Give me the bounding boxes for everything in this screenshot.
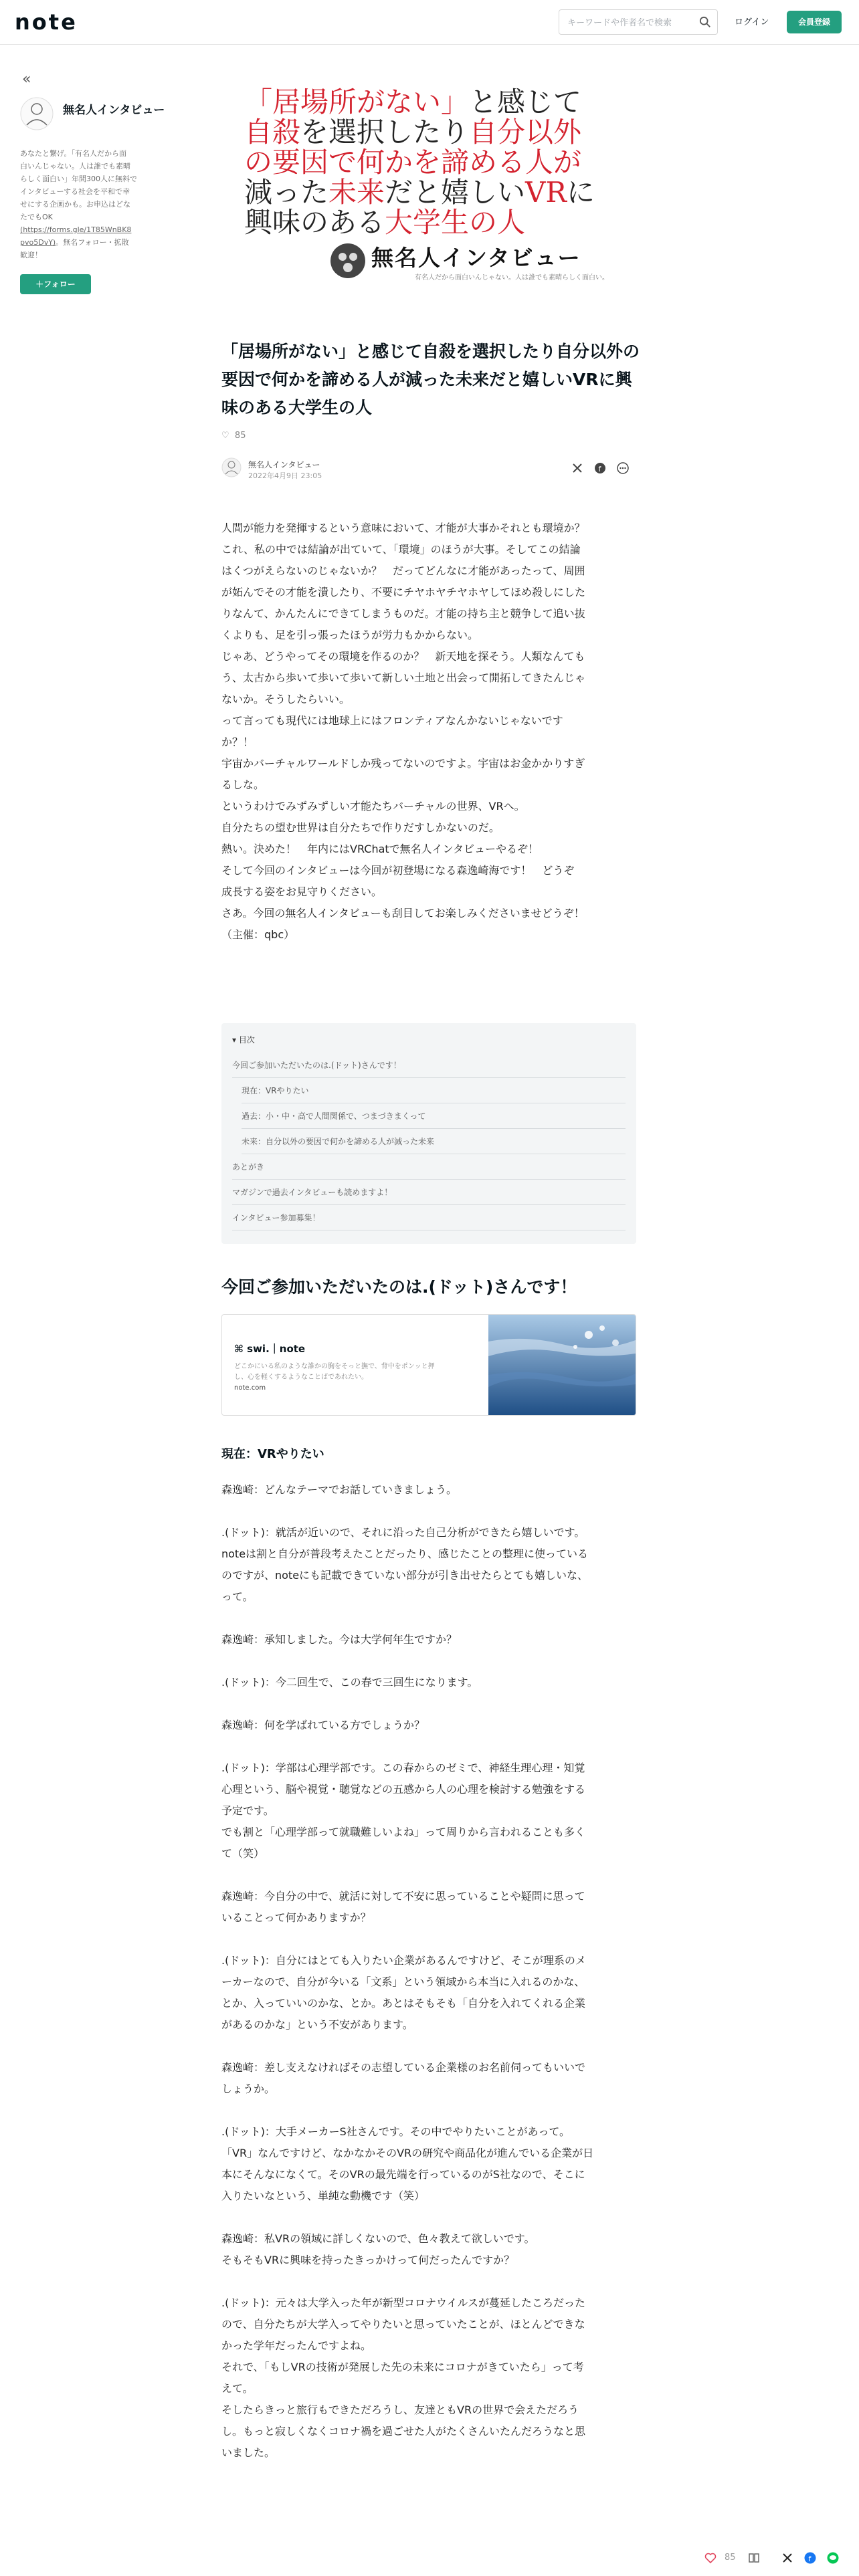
dialogue-paragraph: 森逸崎：何を学ばれている方でしょうか？ (221, 1719, 425, 1731)
x-share-icon[interactable] (781, 2552, 793, 2564)
toc-item[interactable]: 未来：自分以外の要因で何かを諦める人が減った未来 (242, 1129, 626, 1154)
creator-name[interactable]: 無名人インタビュー (63, 104, 165, 117)
table-of-contents (221, 1023, 636, 1244)
login-link[interactable]: ログイン (735, 17, 769, 27)
facebook-share-icon[interactable] (594, 462, 606, 474)
toc-item[interactable]: 現在：VRやりたい (242, 1078, 626, 1103)
line-share-icon[interactable] (827, 2552, 839, 2564)
article-intro: 人間が能力を発揮するという意味において、才能が大事かそれとも環境か？ これ、私の中では結論が出ていて、「環境」のほうが大事。そしてこの結論 はくつがえらないのじゃないか？ だってどんなに才能があったって、周囲 が妬んでその才能を潰したり、不要にチヤホヤチヤホヤしてほめ殺しにした りなんて、かんたんにできてしまうものだ。才能の持ち主と競争して追い抜 くよりも、足を引っ張ったほうが労力もかからない。 じゃあ、どうやってその環境を作るのか？ 新天地を探そう。人類なんても う、太古から歩いて歩いて歩いて新しい土地と出会って開拓してきたんじゃ ないか。そうしたらいい。 って言っても現代には地球上にはフロンティアなんかないじゃないです か？！ 宇宙かバーチャルワールドしか残ってないのですよ。宇宙はお金かかりすぎ るしな。 というわけでみずみずしい才能たちバーチャルの世界、VRへ。 自分たちの望む世界は自分たちで作りだすしかないのだ。 熱い。決めた！ 年内にはVRChatで無名人インタビューやるぞ！ そして今回のインタビューは今回が初登場になる森逸崎海です！ どうぞ 成長する姿をお見守りください。 さあ。今回の無名人インタビューも刮目してお楽しみくださいませどうぞ！ （主催：qbc） (221, 522, 586, 941)
search-icon[interactable] (699, 16, 711, 28)
like-count[interactable]: ♡ 85 (221, 431, 246, 441)
hero-headline: 「居場所がない」と感じて 自殺を選択したり自分以外 の要因で何かを諦める人が 減った未来だと嬉しいVRに 興味のある大学生の人 (244, 86, 595, 239)
like-count: 85 (725, 2553, 736, 2563)
toc-item[interactable]: 過去：小・中・高で人間関係で、つまづきまくって (242, 1103, 626, 1129)
subheading-present: 現在：VRやりたい (221, 1447, 324, 1461)
heart-icon[interactable] (704, 2552, 717, 2564)
toc-item[interactable]: あとがき (232, 1154, 626, 1180)
dialogue-paragraph: .(ドット)：大手メーカーS社さんです。その中でやりたいことがあって。 「VR」なんですけど、なかなかそのVRの研究や商品化が進んでいる企業が日 本にそんなになくて。そのVRの最先端を行っているのがS社なので、そこに 入りたいなという、単純な動機です（笑） (221, 2125, 594, 2202)
dialogue-paragraph: 森逸崎：私VRの領域に詳しくないので、色々教えて欲しいです。 そもそもVRに興味を持ったきっかけって何だったんですか？ (221, 2232, 535, 2266)
toc-item[interactable]: マガジンで過去インタビューも読めますよ！ (232, 1180, 626, 1205)
author-avatar[interactable] (221, 457, 242, 477)
dialogue-paragraph: 森逸崎：今自分の中で、就活に対して不安に思っていることや疑問に思って いることって何かありますか？ (221, 1890, 585, 1924)
dialogue-paragraph: 森逸崎：どんなテーマでお話していきましょう。 (221, 1483, 458, 1496)
note-logo[interactable]: note (15, 9, 78, 35)
toc-item[interactable]: 今回ご参加いただいたのは.(ドット)さんです！ (232, 1053, 626, 1078)
dialogue-paragraph: 森逸崎：差し支えなければその志望している企業様のお名前伺ってもいいで しょうか。 (221, 2061, 586, 2095)
dialogue-paragraph: .(ドット)：就活が近いので、それに沿った自己分析ができたら嬉しいです。 noteは割と自分が普段考えたことだったり、感じたことの整理に使っている のですが、noteにも記載できていない部分が引き出せたらとても嬉しいな、 って。 (221, 1526, 589, 1603)
dialogue-paragraph: .(ドット)：元々は大学入った年が新型コロナウイルスが蔓延したころだった ので、自分たちが大学入ってやりたいと思っていたことが、ほとんどできな かった学年だったんですよね。 それで、「もしVRの技術が発展した先の未来にコロナがきていたら」って考 えて。 そしたらきっと旅行もできただろうし、友達ともVRの世界で会えただろう し。もっと寂しくなくコロナ禍を過ごせた人がたくさんいたんだろうなと思 いました。 (221, 2296, 586, 2459)
embed-card[interactable] (221, 1314, 636, 1416)
more-options-icon[interactable] (617, 462, 629, 474)
form-link[interactable]: (https://forms.gle/1T85WnBK8 (20, 225, 132, 234)
toc-item[interactable]: インタビュー参加募集！ (232, 1205, 626, 1230)
svg-text:f: f (598, 465, 601, 473)
x-share-icon[interactable] (571, 462, 583, 474)
author-name[interactable]: 無名人インタビュー (248, 460, 320, 469)
floating-action-bar (0, 2539, 859, 2576)
form-link-cont[interactable]: pvo5DvY) (20, 238, 56, 247)
embed-thumbnail (488, 1315, 636, 1415)
search-input[interactable] (566, 15, 696, 30)
dialogue-paragraph: 森逸崎：承知しました。今は大学何年生ですか？ (221, 1633, 458, 1646)
heart-icon[interactable]: ♡ (221, 431, 229, 441)
note-mark-icon: ⌘ (234, 1343, 248, 1355)
section-heading: 今回ご参加いただいたのは.(ドット)さんです！ (221, 1277, 577, 1297)
embed-title: ⌘ swi.｜note (234, 1343, 306, 1355)
hero-brand: 無名人インタビュー (371, 245, 581, 271)
article-title: 「居場所がない」と感じて自殺を選択したり自分以外の要因で何かを諦める人が減った未来だと嬉しいVRに興味のある大学生の人 (221, 342, 640, 417)
dialogue-paragraph: .(ドット)：自分にはとても入りたい企業があるんですけど、そこが理系のメ ーカーなので、自分が今いる「文系」という領域から本当に入れるのかな、 とか、入っていいのかな、とか。あとはそもそも「自分を入れてくれる企業 があるのかな」という不安があります。 (221, 1954, 586, 2031)
interview-dialogue (221, 1479, 640, 2464)
creator-description: あなたと繋げ。「有名人だから面 白いんじゃない。人は誰でも素晴 らしく面白い」年間300人に無料で インタビューする社会を平和で幸 せにする企画かも。お申込はどな たでもOK (https://forms.gle/1T85WnBK8 pvo5DvY)。無名フォロー・拡散 歓迎！ (20, 149, 137, 259)
hero-image (221, 74, 636, 294)
person-plus-icon: ＋ (35, 280, 44, 289)
dialogue-paragraph: .(ドット)：学部は心理学部です。この春からのゼミで、神経生理心理・知覚 心理という、脳や視覚・聴覚などの五感から人の心理を検討する勉強をする 予定です。 でも割と「心理学部って就職難しいよね」って周りから言われることも多く て（笑） (221, 1761, 586, 1860)
svg-text:f: f (808, 2555, 812, 2563)
site-header (0, 0, 859, 45)
signup-button[interactable]: 会員登録 (787, 11, 842, 33)
publish-date: 2022年4月9日 23:05 (248, 471, 322, 480)
brand-logo-icon (329, 242, 367, 280)
facebook-share-icon[interactable] (804, 2552, 816, 2564)
toc-header[interactable]: ▾ 目次 (232, 1035, 255, 1045)
embed-url: note.com (234, 1384, 266, 1392)
search-box[interactable] (559, 9, 718, 35)
magazine-icon[interactable] (748, 2552, 760, 2564)
creator-avatar[interactable] (20, 97, 54, 130)
hero-tagline: 有名人だから面白いんじゃない。人は誰でも素晴らしく面白い。 (415, 274, 609, 282)
dialogue-paragraph: .(ドット)：今二回生で、この春で三回生になります。 (221, 1676, 478, 1689)
back-chevron-icon[interactable]: « (22, 71, 31, 88)
follow-button[interactable]: ＋フォロー (20, 274, 91, 294)
embed-description: どこかにいる私のような誰かの胸をそっと撫で、背中をポンッと押 し、心を軽くするようなことばであれたい。 (234, 1363, 435, 1381)
